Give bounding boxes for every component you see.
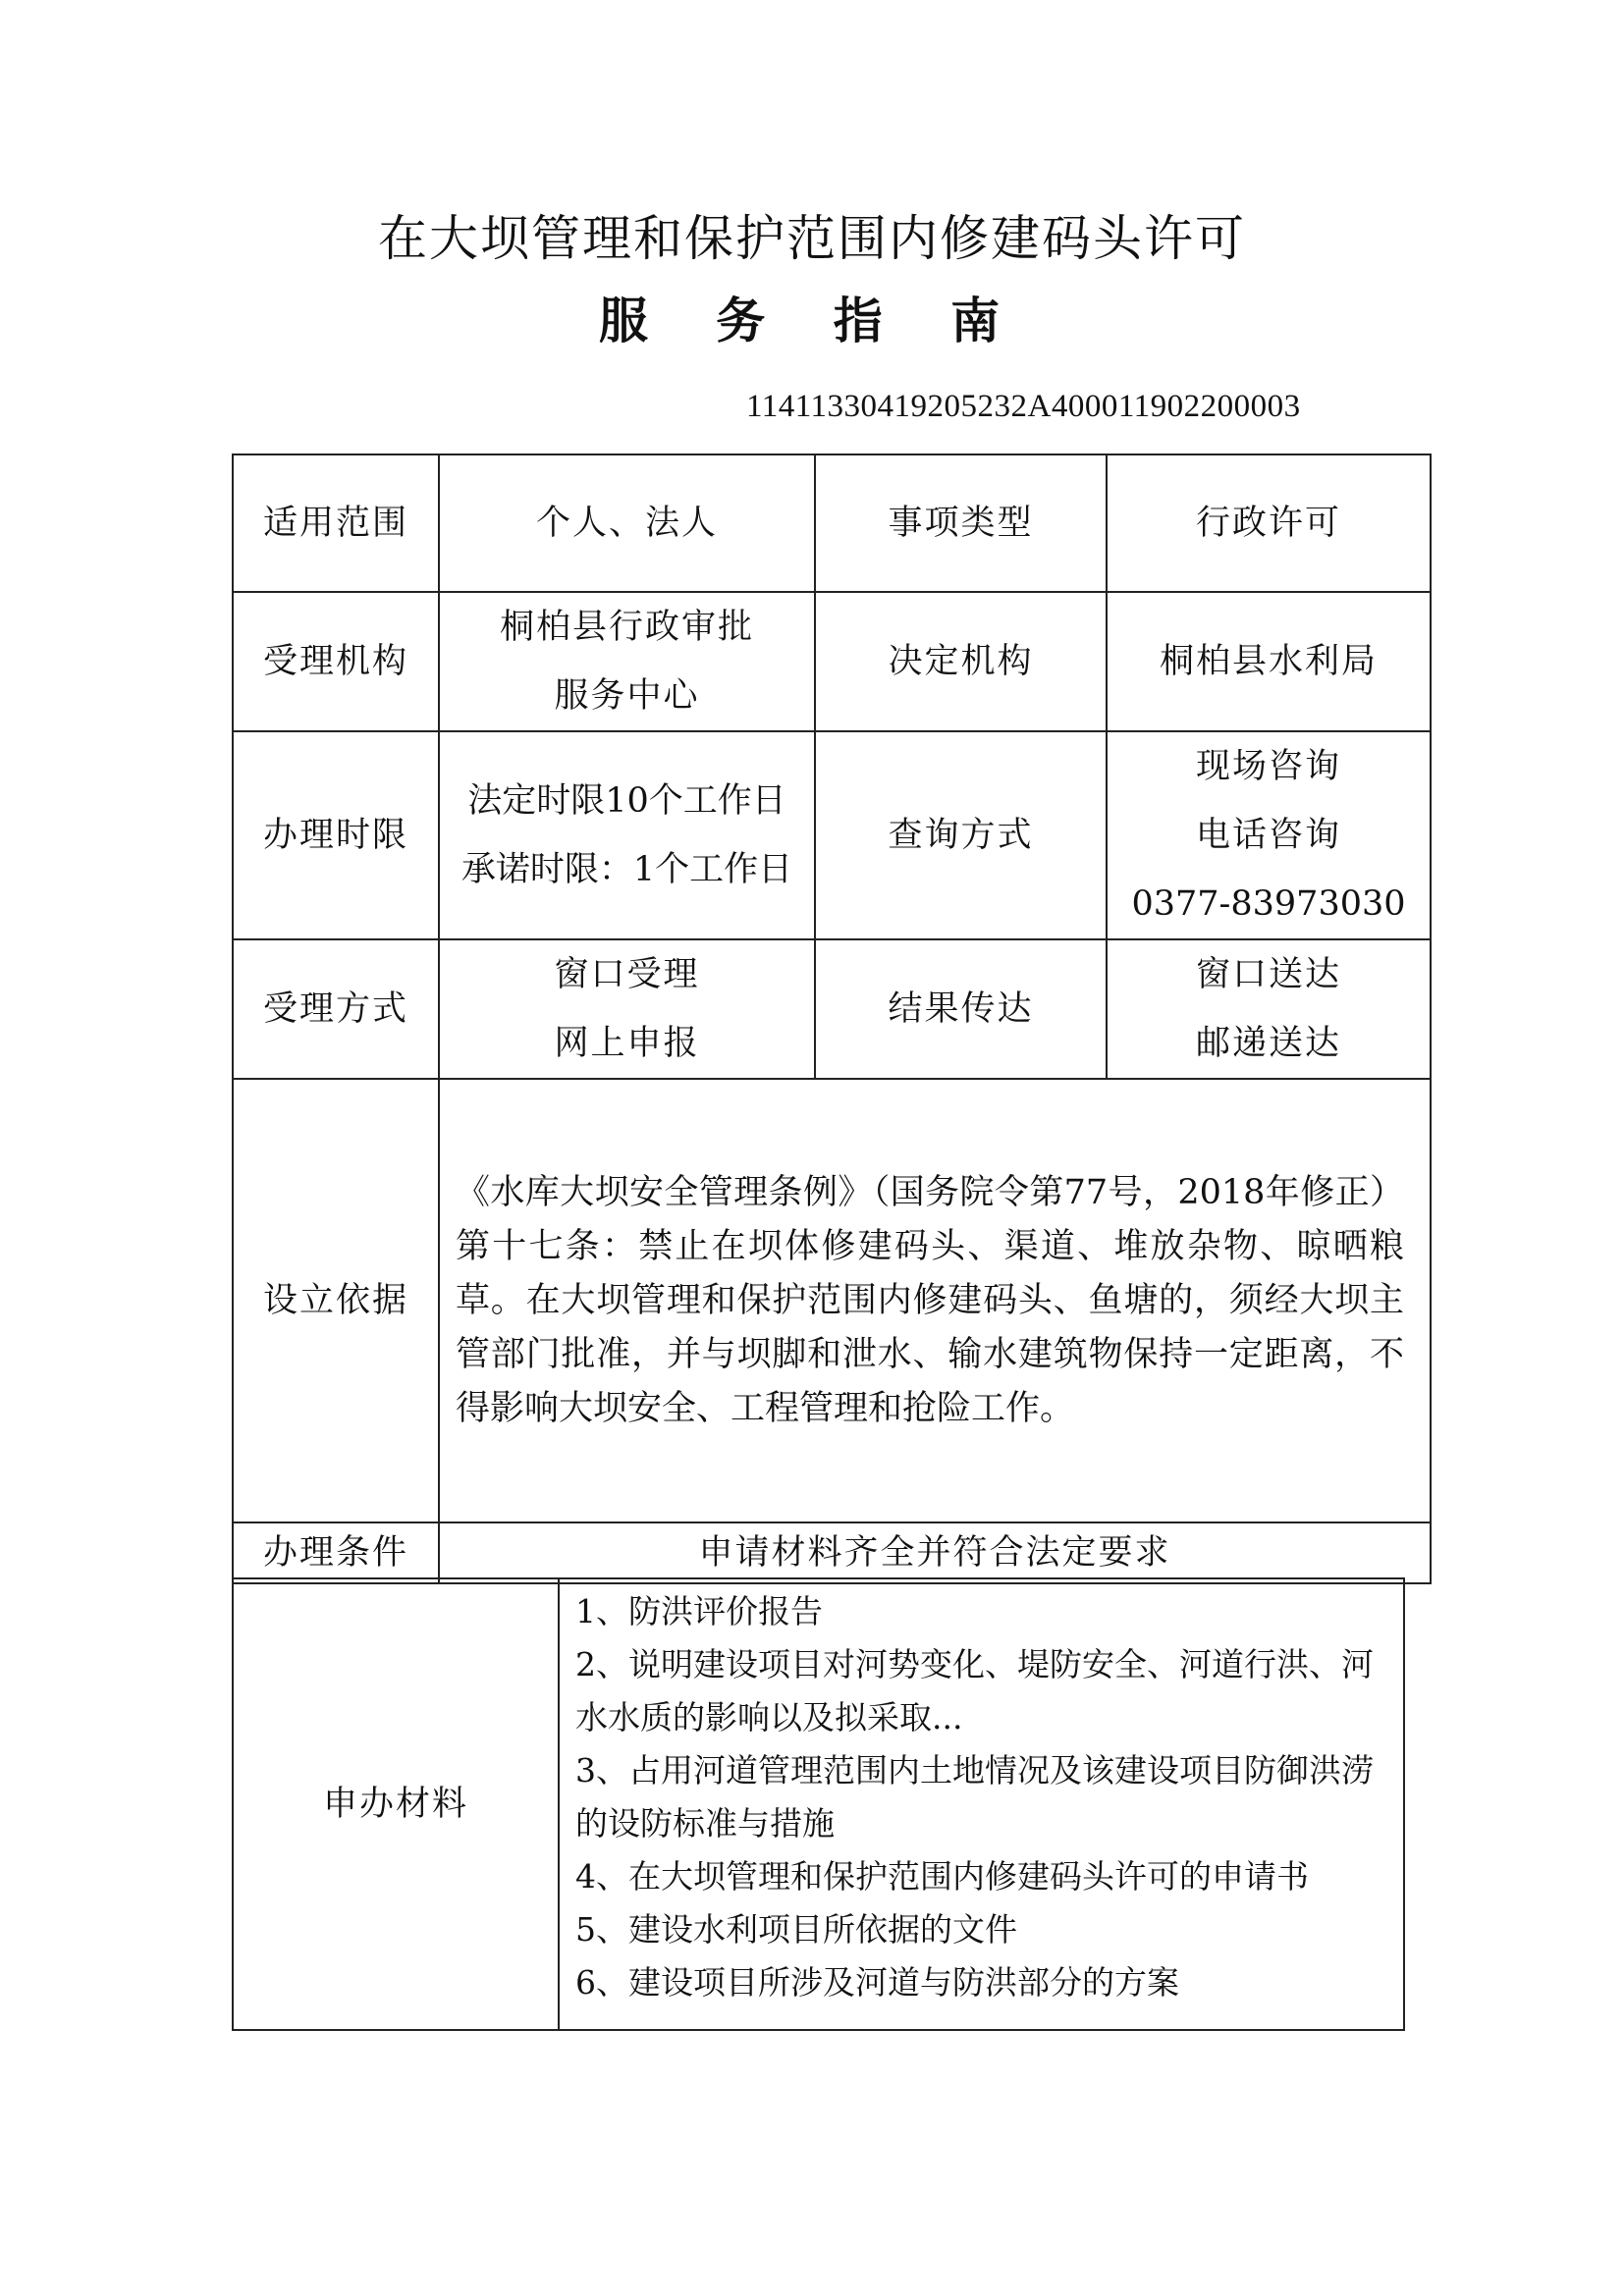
time-label: 办理时限 [233,731,439,939]
time-value [439,731,815,939]
document-subtitle: 服 务 指 南 [598,292,1026,349]
table-row [233,939,1431,1079]
table-row [233,592,1431,731]
materials-table [232,1577,1405,2031]
table-row [233,454,1431,592]
basis-text: 《水库大坝安全管理条例》（国务院令第77号，2018年修正）第十七条：禁止在坝体修建码头、渠道、堆放杂物、晾晒粮草。在大坝管理和保护范围内修建码头、鱼塘的，须经大坝主管部门批准，并与坝脚和泄水、输水建筑物保持一定距离，不得影响大坝安全、工程管理和抢险工作。 [439,1079,1431,1522]
scope-label: 适用范围 [233,454,439,592]
query-label: 查询方式 [815,731,1107,939]
list-item: 2、说明建设项目对河势变化、堤防安全、河道行洪、河水水质的影响以及拟采取... [575,1645,1374,1736]
table-row [233,1578,1404,2030]
type-label: 事项类型 [815,454,1107,592]
accept-org-value [439,592,815,731]
item-code: 11411330419205232A400011902200003 [746,389,1301,424]
conditions-value: 申请材料齐全并符合法定要求 [439,1522,1431,1583]
table-row [233,1522,1431,1583]
list-item: 3、占用河道管理范围内土地情况及该建设项目防御洪涝的设防标准与措施 [575,1751,1374,1842]
query-line: 电话咨询 [1195,816,1341,855]
list-item: 6、建设项目所涉及河道与防洪部分的方案 [575,1963,1179,2002]
list-item: 1、防洪评价报告 [575,1592,823,1630]
decision-org-label: 决定机构 [815,592,1107,731]
table-row [233,1079,1431,1522]
accept-org-line: 服务中心 [554,676,700,716]
accept-method-label: 受理方式 [233,939,439,1079]
list-item: 4、在大坝管理和保护范围内修建码头许可的申请书 [575,1857,1309,1896]
result-value [1107,939,1431,1079]
basis-label: 设立依据 [233,1079,439,1522]
materials-list [559,1578,1404,2030]
list-item: 5、建设水利项目所依据的文件 [575,1910,1017,1949]
accept-method-line: 网上申报 [554,1024,700,1063]
type-value: 行政许可 [1107,454,1431,592]
time-line: 法定时限10个工作日 [467,781,786,821]
time-line: 承诺时限：1个工作日 [460,850,793,889]
result-line: 窗口送达 [1195,955,1341,994]
accept-org-label: 受理机构 [233,592,439,731]
query-line: 现场咨询 [1195,747,1341,786]
materials-label: 申办材料 [233,1578,559,2030]
scope-value: 个人、法人 [439,454,815,592]
accept-org-line: 桐柏县行政审批 [499,608,754,647]
table-row [233,731,1431,939]
info-table [232,454,1432,1584]
query-value [1107,731,1431,939]
conditions-label: 办理条件 [233,1522,439,1583]
result-label: 结果传达 [815,939,1107,1079]
accept-method-value [439,939,815,1079]
phone-number: 0377-83973030 [1131,884,1406,924]
result-line: 邮递送达 [1195,1024,1341,1063]
accept-method-line: 窗口受理 [554,955,700,994]
decision-org-value: 桐柏县水利局 [1107,592,1431,731]
document-title: 在大坝管理和保护范围内修建码头许可 [378,210,1246,267]
